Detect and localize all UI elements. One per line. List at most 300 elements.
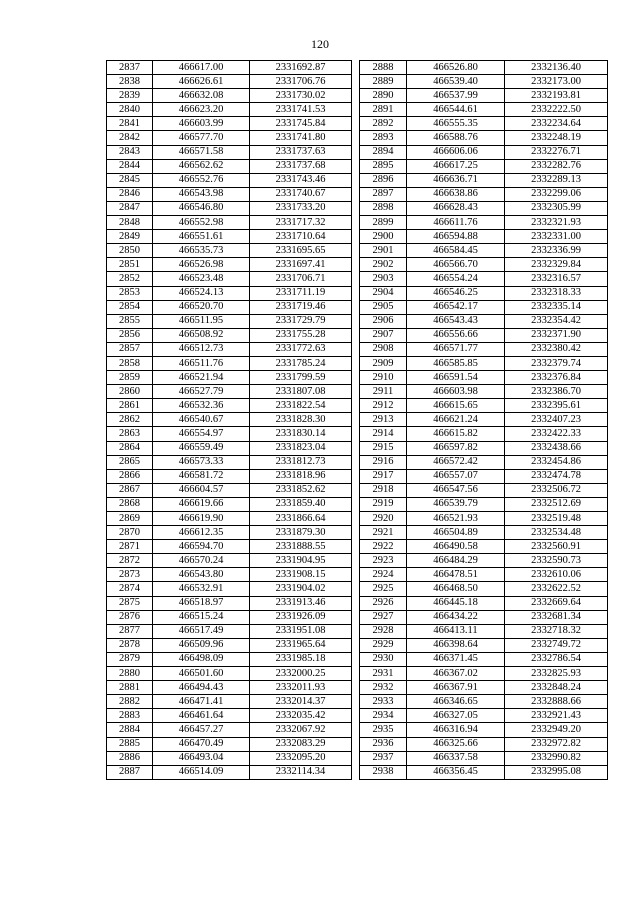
point-number-cell: 2894: [360, 145, 407, 159]
y-coordinate-cell: 2331743.46: [250, 173, 352, 187]
x-coordinate-cell: 466537.99: [407, 89, 505, 103]
point-number-cell: 2838: [107, 75, 153, 89]
y-coordinate-cell: 2331706.71: [250, 272, 352, 286]
point-number-cell: 2871: [107, 540, 153, 554]
y-coordinate-cell: 2331904.02: [250, 582, 352, 596]
x-coordinate-cell: 466461.64: [153, 709, 250, 723]
point-number-cell: 2933: [360, 695, 407, 709]
point-number-cell: 2929: [360, 638, 407, 652]
y-coordinate-cell: 2332590.73: [505, 554, 608, 568]
x-coordinate-cell: 466557.07: [407, 469, 505, 483]
x-coordinate-cell: 466457.27: [153, 723, 250, 737]
point-number-cell: 2862: [107, 413, 153, 427]
table-row: [360, 89, 608, 103]
table-body-left: [107, 61, 352, 780]
x-coordinate-cell: 466571.58: [153, 145, 250, 159]
point-number-cell: 2864: [107, 441, 153, 455]
y-coordinate-cell: 2332506.72: [505, 483, 608, 497]
table-row: [360, 356, 608, 370]
point-number-cell: 2900: [360, 230, 407, 244]
point-number-cell: 2936: [360, 737, 407, 751]
table-row: [360, 385, 608, 399]
point-number-cell: 2908: [360, 342, 407, 356]
y-coordinate-cell: 2332921.43: [505, 709, 608, 723]
point-number-cell: 2920: [360, 512, 407, 526]
table-row: [360, 723, 608, 737]
y-coordinate-cell: 2331818.96: [250, 469, 352, 483]
table-row: [107, 709, 352, 723]
x-coordinate-cell: 466494.43: [153, 681, 250, 695]
x-coordinate-cell: 466346.65: [407, 695, 505, 709]
point-number-cell: 2885: [107, 737, 153, 751]
x-coordinate-cell: 466556.66: [407, 328, 505, 342]
point-number-cell: 2875: [107, 596, 153, 610]
table-row: [360, 399, 608, 413]
table-row: [107, 695, 352, 709]
table-row: [360, 75, 608, 89]
y-coordinate-cell: 2332534.48: [505, 526, 608, 540]
point-number-cell: 2926: [360, 596, 407, 610]
x-coordinate-cell: 466603.98: [407, 385, 505, 399]
table-row: [107, 258, 352, 272]
table-row: [360, 427, 608, 441]
table-row: [360, 737, 608, 751]
table-row: [107, 216, 352, 230]
y-coordinate-cell: 2332035.42: [250, 709, 352, 723]
point-number-cell: 2846: [107, 187, 153, 201]
x-coordinate-cell: 466594.70: [153, 540, 250, 554]
x-coordinate-cell: 466555.35: [407, 117, 505, 131]
y-coordinate-cell: 2332067.92: [250, 723, 352, 737]
y-coordinate-cell: 2331866.64: [250, 512, 352, 526]
x-coordinate-cell: 466543.80: [153, 568, 250, 582]
table-row: [107, 554, 352, 568]
x-coordinate-cell: 466539.40: [407, 75, 505, 89]
table-row: [107, 526, 352, 540]
y-coordinate-cell: 2331741.80: [250, 131, 352, 145]
table-row: [360, 483, 608, 497]
table-row: [107, 230, 352, 244]
table-row: [360, 173, 608, 187]
table-row: [107, 103, 352, 117]
point-number-cell: 2860: [107, 385, 153, 399]
point-number-cell: 2891: [360, 103, 407, 117]
point-number-cell: 2932: [360, 681, 407, 695]
y-coordinate-cell: 2331711.19: [250, 286, 352, 300]
x-coordinate-cell: 466638.86: [407, 187, 505, 201]
y-coordinate-cell: 2332193.81: [505, 89, 608, 103]
y-coordinate-cell: 2331745.84: [250, 117, 352, 131]
x-coordinate-cell: 466511.76: [153, 356, 250, 370]
x-coordinate-cell: 466521.93: [407, 512, 505, 526]
point-number-cell: 2852: [107, 272, 153, 286]
table-row: [360, 216, 608, 230]
y-coordinate-cell: 2331710.64: [250, 230, 352, 244]
y-coordinate-cell: 2332718.32: [505, 624, 608, 638]
point-number-cell: 2868: [107, 497, 153, 511]
point-number-cell: 2840: [107, 103, 153, 117]
x-coordinate-cell: 466527.79: [153, 385, 250, 399]
x-coordinate-cell: 466603.99: [153, 117, 250, 131]
x-coordinate-cell: 466604.57: [153, 483, 250, 497]
point-number-cell: 2921: [360, 526, 407, 540]
point-number-cell: 2880: [107, 667, 153, 681]
y-coordinate-cell: 2332282.76: [505, 159, 608, 173]
table-row: [360, 667, 608, 681]
point-number-cell: 2844: [107, 159, 153, 173]
table-row: [107, 497, 352, 511]
x-coordinate-cell: 466594.88: [407, 230, 505, 244]
y-coordinate-cell: 2331737.68: [250, 159, 352, 173]
table-row: [107, 624, 352, 638]
x-coordinate-cell: 466532.36: [153, 399, 250, 413]
y-coordinate-cell: 2332995.08: [505, 765, 608, 779]
y-coordinate-cell: 2332681.34: [505, 610, 608, 624]
table-row: [107, 159, 352, 173]
point-number-cell: 2873: [107, 568, 153, 582]
point-number-cell: 2903: [360, 272, 407, 286]
y-coordinate-cell: 2332380.42: [505, 342, 608, 356]
y-coordinate-cell: 2332329.84: [505, 258, 608, 272]
point-number-cell: 2886: [107, 751, 153, 765]
y-coordinate-cell: 2332407.23: [505, 413, 608, 427]
point-number-cell: 2874: [107, 582, 153, 596]
y-coordinate-cell: 2332371.90: [505, 328, 608, 342]
y-coordinate-cell: 2332949.20: [505, 723, 608, 737]
x-coordinate-cell: 466445.18: [407, 596, 505, 610]
table-row: [107, 131, 352, 145]
point-number-cell: 2904: [360, 286, 407, 300]
x-coordinate-cell: 466617.00: [153, 61, 250, 75]
point-number-cell: 2919: [360, 497, 407, 511]
table-row: [360, 230, 608, 244]
x-coordinate-cell: 466546.80: [153, 201, 250, 215]
table-row: [107, 469, 352, 483]
x-coordinate-cell: 466626.61: [153, 75, 250, 89]
point-number-cell: 2935: [360, 723, 407, 737]
y-coordinate-cell: 2331799.59: [250, 371, 352, 385]
y-coordinate-cell: 2332289.13: [505, 173, 608, 187]
x-coordinate-cell: 466498.09: [153, 652, 250, 666]
point-number-cell: 2922: [360, 540, 407, 554]
y-coordinate-cell: 2331822.54: [250, 399, 352, 413]
x-coordinate-cell: 466571.77: [407, 342, 505, 356]
y-coordinate-cell: 2331740.67: [250, 187, 352, 201]
y-coordinate-cell: 2331904.95: [250, 554, 352, 568]
x-coordinate-cell: 466367.02: [407, 667, 505, 681]
y-coordinate-cell: 2331852.62: [250, 483, 352, 497]
table-row: [360, 103, 608, 117]
point-number-cell: 2842: [107, 131, 153, 145]
point-number-cell: 2877: [107, 624, 153, 638]
y-coordinate-cell: 2331692.87: [250, 61, 352, 75]
table-row: [107, 300, 352, 314]
table-row: [360, 638, 608, 652]
x-coordinate-cell: 466542.17: [407, 300, 505, 314]
x-coordinate-cell: 466337.58: [407, 751, 505, 765]
x-coordinate-cell: 466617.25: [407, 159, 505, 173]
x-coordinate-cell: 466597.82: [407, 441, 505, 455]
y-coordinate-cell: 2331717.32: [250, 216, 352, 230]
table-row: [107, 244, 352, 258]
point-number-cell: 2916: [360, 455, 407, 469]
y-coordinate-cell: 2331913.46: [250, 596, 352, 610]
x-coordinate-cell: 466524.13: [153, 286, 250, 300]
y-coordinate-cell: 2332321.93: [505, 216, 608, 230]
x-coordinate-cell: 466612.35: [153, 526, 250, 540]
table-row: [360, 554, 608, 568]
coordinates-table-right: [359, 60, 608, 780]
point-number-cell: 2863: [107, 427, 153, 441]
x-coordinate-cell: 466559.49: [153, 441, 250, 455]
x-coordinate-cell: 466501.60: [153, 667, 250, 681]
table-row: [360, 751, 608, 765]
y-coordinate-cell: 2332173.00: [505, 75, 608, 89]
y-coordinate-cell: 2331985.18: [250, 652, 352, 666]
point-number-cell: 2858: [107, 356, 153, 370]
x-coordinate-cell: 466606.06: [407, 145, 505, 159]
table-row: [107, 582, 352, 596]
table-row: [107, 272, 352, 286]
point-number-cell: 2910: [360, 371, 407, 385]
x-coordinate-cell: 466543.43: [407, 314, 505, 328]
x-coordinate-cell: 466628.43: [407, 201, 505, 215]
x-coordinate-cell: 466490.58: [407, 540, 505, 554]
point-number-cell: 2890: [360, 89, 407, 103]
x-coordinate-cell: 466619.66: [153, 497, 250, 511]
y-coordinate-cell: 2332610.06: [505, 568, 608, 582]
x-coordinate-cell: 466573.33: [153, 455, 250, 469]
y-coordinate-cell: 2332749.72: [505, 638, 608, 652]
y-coordinate-cell: 2331888.55: [250, 540, 352, 554]
y-coordinate-cell: 2332083.29: [250, 737, 352, 751]
table-row: [107, 596, 352, 610]
x-coordinate-cell: 466581.72: [153, 469, 250, 483]
table-row: [107, 342, 352, 356]
y-coordinate-cell: 2332276.71: [505, 145, 608, 159]
table-row: [107, 681, 352, 695]
table-row: [360, 624, 608, 638]
x-coordinate-cell: 466623.20: [153, 103, 250, 117]
point-number-cell: 2923: [360, 554, 407, 568]
table-row: [107, 723, 352, 737]
y-coordinate-cell: 2332136.40: [505, 61, 608, 75]
table-row: [360, 159, 608, 173]
point-number-cell: 2895: [360, 159, 407, 173]
point-number-cell: 2848: [107, 216, 153, 230]
y-coordinate-cell: 2332222.50: [505, 103, 608, 117]
point-number-cell: 2906: [360, 314, 407, 328]
point-number-cell: 2853: [107, 286, 153, 300]
y-coordinate-cell: 2332379.74: [505, 356, 608, 370]
x-coordinate-cell: 466546.25: [407, 286, 505, 300]
x-coordinate-cell: 466468.50: [407, 582, 505, 596]
x-coordinate-cell: 466543.98: [153, 187, 250, 201]
point-number-cell: 2870: [107, 526, 153, 540]
point-number-cell: 2879: [107, 652, 153, 666]
table-row: [360, 582, 608, 596]
y-coordinate-cell: 2331823.04: [250, 441, 352, 455]
table-row: [360, 342, 608, 356]
x-coordinate-cell: 466535.73: [153, 244, 250, 258]
point-number-cell: 2937: [360, 751, 407, 765]
point-number-cell: 2914: [360, 427, 407, 441]
y-coordinate-cell: 2332825.93: [505, 667, 608, 681]
point-number-cell: 2901: [360, 244, 407, 258]
point-number-cell: 2896: [360, 173, 407, 187]
table-row: [360, 610, 608, 624]
y-coordinate-cell: 2332331.00: [505, 230, 608, 244]
y-coordinate-cell: 2331719.46: [250, 300, 352, 314]
point-number-cell: 2866: [107, 469, 153, 483]
point-number-cell: 2849: [107, 230, 153, 244]
point-number-cell: 2881: [107, 681, 153, 695]
y-coordinate-cell: 2332786.54: [505, 652, 608, 666]
y-coordinate-cell: 2332395.61: [505, 399, 608, 413]
y-coordinate-cell: 2332474.78: [505, 469, 608, 483]
x-coordinate-cell: 466619.90: [153, 512, 250, 526]
point-number-cell: 2867: [107, 483, 153, 497]
point-number-cell: 2928: [360, 624, 407, 638]
table-row: [107, 314, 352, 328]
table-row: [360, 540, 608, 554]
point-number-cell: 2882: [107, 695, 153, 709]
table-row: [360, 765, 608, 779]
y-coordinate-cell: 2332560.91: [505, 540, 608, 554]
y-coordinate-cell: 2331926.09: [250, 610, 352, 624]
x-coordinate-cell: 466584.45: [407, 244, 505, 258]
y-coordinate-cell: 2331879.30: [250, 526, 352, 540]
point-number-cell: 2851: [107, 258, 153, 272]
x-coordinate-cell: 466504.89: [407, 526, 505, 540]
y-coordinate-cell: 2332114.34: [250, 765, 352, 779]
point-number-cell: 2843: [107, 145, 153, 159]
x-coordinate-cell: 466572.42: [407, 455, 505, 469]
point-number-cell: 2899: [360, 216, 407, 230]
point-number-cell: 2883: [107, 709, 153, 723]
table-row: [107, 328, 352, 342]
table-row: [107, 371, 352, 385]
table-row: [360, 117, 608, 131]
point-number-cell: 2893: [360, 131, 407, 145]
point-number-cell: 2876: [107, 610, 153, 624]
point-number-cell: 2913: [360, 413, 407, 427]
table-row: [360, 695, 608, 709]
table-row: [360, 286, 608, 300]
y-coordinate-cell: 2331741.53: [250, 103, 352, 117]
point-number-cell: 2865: [107, 455, 153, 469]
point-number-cell: 2857: [107, 342, 153, 356]
table-row: [360, 709, 608, 723]
x-coordinate-cell: 466544.61: [407, 103, 505, 117]
y-coordinate-cell: 2332669.64: [505, 596, 608, 610]
table-row: [360, 131, 608, 145]
point-number-cell: 2917: [360, 469, 407, 483]
y-coordinate-cell: 2332848.24: [505, 681, 608, 695]
table-row: [360, 61, 608, 75]
y-coordinate-cell: 2332990.82: [505, 751, 608, 765]
x-coordinate-cell: 466621.24: [407, 413, 505, 427]
x-coordinate-cell: 466539.79: [407, 497, 505, 511]
table-row: [107, 441, 352, 455]
table-row: [360, 652, 608, 666]
point-number-cell: 2872: [107, 554, 153, 568]
point-number-cell: 2924: [360, 568, 407, 582]
x-coordinate-cell: 466517.49: [153, 624, 250, 638]
y-coordinate-cell: 2331755.28: [250, 328, 352, 342]
y-coordinate-cell: 2332336.99: [505, 244, 608, 258]
x-coordinate-cell: 466434.22: [407, 610, 505, 624]
table-row: [360, 187, 608, 201]
point-number-cell: 2898: [360, 201, 407, 215]
x-coordinate-cell: 466540.67: [153, 413, 250, 427]
x-coordinate-cell: 466493.04: [153, 751, 250, 765]
coordinates-table-left: [106, 60, 352, 780]
y-coordinate-cell: 2331695.65: [250, 244, 352, 258]
x-coordinate-cell: 466562.62: [153, 159, 250, 173]
y-coordinate-cell: 2332095.20: [250, 751, 352, 765]
x-coordinate-cell: 466484.29: [407, 554, 505, 568]
point-number-cell: 2856: [107, 328, 153, 342]
x-coordinate-cell: 466615.65: [407, 399, 505, 413]
table-row: [107, 145, 352, 159]
x-coordinate-cell: 466551.61: [153, 230, 250, 244]
point-number-cell: 2905: [360, 300, 407, 314]
x-coordinate-cell: 466413.11: [407, 624, 505, 638]
table-row: [360, 314, 608, 328]
x-coordinate-cell: 466552.98: [153, 216, 250, 230]
x-coordinate-cell: 466632.08: [153, 89, 250, 103]
x-coordinate-cell: 466371.45: [407, 652, 505, 666]
y-coordinate-cell: 2332234.64: [505, 117, 608, 131]
table-row: [107, 201, 352, 215]
table-row: [107, 765, 352, 779]
table-row: [107, 356, 352, 370]
table-row: [107, 117, 352, 131]
y-coordinate-cell: 2332519.48: [505, 512, 608, 526]
x-coordinate-cell: 466316.94: [407, 723, 505, 737]
point-number-cell: 2889: [360, 75, 407, 89]
point-number-cell: 2907: [360, 328, 407, 342]
x-coordinate-cell: 466591.54: [407, 371, 505, 385]
y-coordinate-cell: 2332454.86: [505, 455, 608, 469]
x-coordinate-cell: 466511.95: [153, 314, 250, 328]
x-coordinate-cell: 466515.24: [153, 610, 250, 624]
x-coordinate-cell: 466532.91: [153, 582, 250, 596]
point-number-cell: 2930: [360, 652, 407, 666]
x-coordinate-cell: 466636.71: [407, 173, 505, 187]
x-coordinate-cell: 466509.96: [153, 638, 250, 652]
y-coordinate-cell: 2332422.33: [505, 427, 608, 441]
y-coordinate-cell: 2332386.70: [505, 385, 608, 399]
table-row: [360, 328, 608, 342]
x-coordinate-cell: 466552.76: [153, 173, 250, 187]
point-number-cell: 2938: [360, 765, 407, 779]
y-coordinate-cell: 2332512.69: [505, 497, 608, 511]
y-coordinate-cell: 2331729.79: [250, 314, 352, 328]
point-number-cell: 2915: [360, 441, 407, 455]
y-coordinate-cell: 2332305.99: [505, 201, 608, 215]
x-coordinate-cell: 466588.76: [407, 131, 505, 145]
x-coordinate-cell: 466514.09: [153, 765, 250, 779]
x-coordinate-cell: 466520.70: [153, 300, 250, 314]
table-row: [360, 526, 608, 540]
x-coordinate-cell: 466518.97: [153, 596, 250, 610]
x-coordinate-cell: 466566.70: [407, 258, 505, 272]
y-coordinate-cell: 2331730.02: [250, 89, 352, 103]
point-number-cell: 2912: [360, 399, 407, 413]
x-coordinate-cell: 466327.05: [407, 709, 505, 723]
